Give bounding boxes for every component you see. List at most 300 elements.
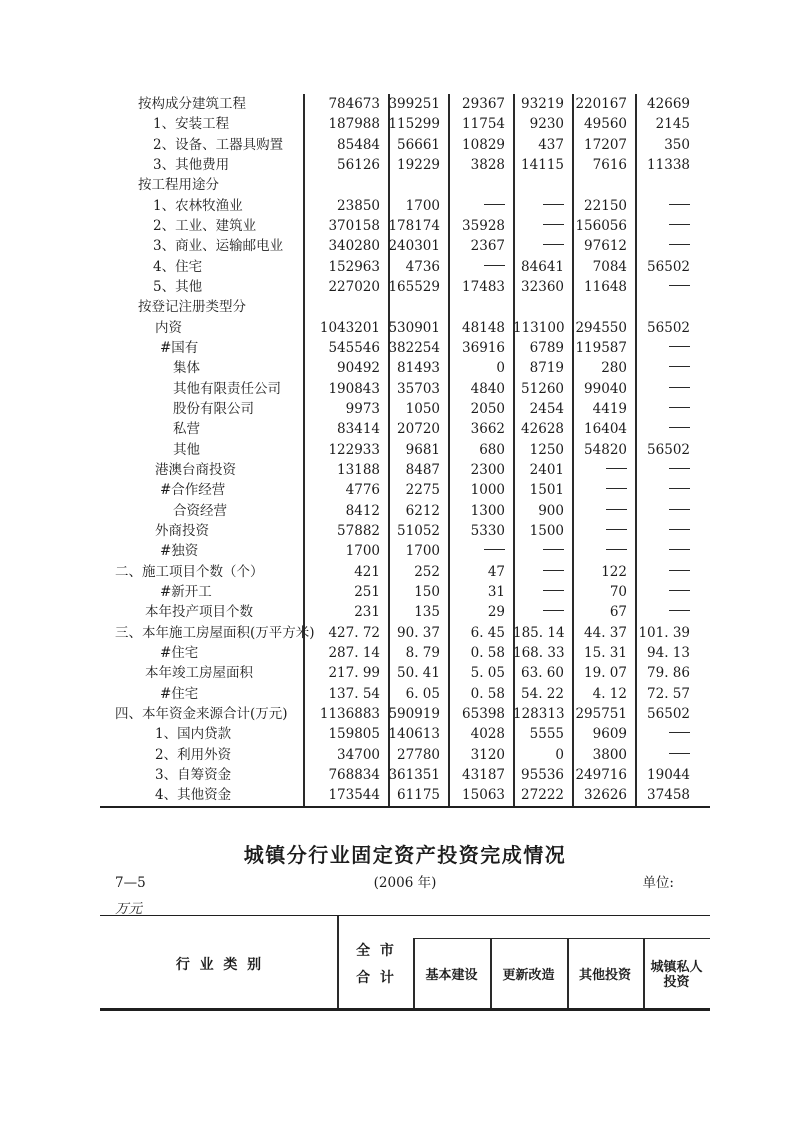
cell-value: 67 [609, 604, 627, 621]
cell-value [635, 297, 710, 317]
dash-placeholder [606, 549, 627, 550]
row-label: 港澳台商投资 [155, 461, 236, 478]
cell-value [303, 297, 388, 317]
row-label: #住宅 [160, 685, 199, 702]
cell-value: 8. 79 [405, 644, 440, 661]
cell-value: 0 [496, 360, 505, 377]
dash-placeholder [669, 204, 690, 205]
cell-value: 5555 [529, 726, 564, 743]
cell-value: 6. 05 [405, 685, 440, 702]
cell-value: 361351 [388, 766, 440, 783]
cell-value: 2145 [655, 116, 690, 133]
cell-value [448, 257, 513, 277]
table-bottom-rule [100, 1008, 710, 1011]
cell-value: 340280 [328, 238, 380, 255]
cell-value [513, 582, 572, 602]
cell-value [635, 460, 710, 480]
cell-value: 4419 [592, 400, 627, 417]
row-label: 本年竣工房屋面积 [145, 665, 253, 682]
table-row [100, 460, 710, 480]
cell-value: 350 [664, 136, 690, 153]
cell-value [635, 196, 710, 216]
table-row [100, 196, 710, 216]
dash-placeholder [606, 509, 627, 510]
cell-value: 152963 [328, 258, 380, 275]
row-label: 2、利用外资 [155, 746, 232, 763]
cell-value: 70 [609, 583, 627, 600]
cell-value: 249716 [575, 766, 627, 783]
cell-value: 3120 [470, 746, 505, 763]
cell-value: 17207 [584, 136, 627, 153]
cell-value: 22150 [584, 197, 627, 214]
cell-value: 72. 57 [647, 685, 690, 702]
cell-value: 168. 33 [513, 644, 565, 661]
table-row [100, 745, 710, 765]
cell-value: 11754 [462, 116, 505, 133]
dash-placeholder [669, 570, 690, 571]
cell-value: 9973 [345, 400, 380, 417]
cell-value: 251 [354, 583, 380, 600]
cell-value: 29367 [462, 96, 505, 112]
row-label: #国有 [160, 339, 199, 356]
sub-header-box [413, 938, 710, 1011]
dash-placeholder [543, 204, 564, 205]
cell-value: 252 [414, 563, 440, 580]
cell-value: 34700 [337, 746, 380, 763]
cell-value: 370158 [328, 217, 380, 234]
cell-value: 97612 [584, 238, 627, 255]
cell-value: 81493 [397, 360, 440, 377]
col-header-urban-private [643, 939, 710, 1011]
dash-placeholder [543, 590, 564, 591]
cell-value: 54820 [584, 441, 627, 458]
table-rows [100, 94, 710, 806]
cell-value: 36916 [462, 339, 505, 356]
cell-value: 1700 [405, 197, 440, 214]
row-label: 按登记注册类型分 [138, 299, 246, 316]
cell-value: 128313 [513, 705, 565, 722]
cell-value: 165529 [388, 278, 440, 295]
cell-value: 1700 [405, 543, 440, 560]
cell-value: 31 [487, 583, 505, 600]
cell-value [635, 419, 710, 439]
cell-value: 56126 [337, 156, 380, 173]
cell-value: 32360 [521, 278, 564, 295]
cell-value: 9230 [529, 116, 564, 133]
table-row [100, 338, 710, 358]
cell-value: 399251 [388, 96, 440, 112]
cell-value [448, 175, 513, 195]
cell-value: 7616 [592, 156, 627, 173]
year-label: (2006 年) [373, 875, 437, 891]
cell-value: 11648 [584, 278, 627, 295]
cell-value: 90492 [337, 360, 380, 377]
dash-placeholder [484, 265, 505, 266]
cell-value [635, 602, 710, 622]
cell-value: 1250 [529, 441, 564, 458]
cell-value: 4. 12 [592, 685, 627, 702]
cell-value: 287. 14 [328, 644, 380, 661]
cell-value [572, 175, 635, 195]
table-row [100, 440, 710, 460]
cell-value [513, 175, 572, 195]
table-row [100, 216, 710, 236]
cell-value: 85484 [337, 136, 380, 153]
cell-value: 119587 [575, 339, 627, 356]
dash-placeholder [484, 549, 505, 550]
cell-value: 19. 07 [584, 665, 627, 682]
row-label: #独资 [160, 543, 199, 560]
table-row [100, 541, 710, 561]
table-row [100, 277, 710, 297]
cell-value [635, 501, 710, 521]
cell-value: 240301 [388, 238, 440, 255]
cell-value: 51052 [397, 522, 440, 539]
cell-value: 99040 [584, 380, 627, 397]
col-header-label: 其他投资 [578, 967, 631, 983]
row-label: 按工程用途分 [138, 177, 219, 194]
table-row [100, 358, 710, 378]
table-row [100, 419, 710, 439]
dash-placeholder [543, 244, 564, 245]
cell-value: 590919 [388, 705, 440, 722]
row-label: 其他 [173, 441, 200, 458]
cell-value: 421 [354, 563, 380, 580]
cell-value: 61175 [397, 787, 440, 804]
cell-value: 63. 60 [521, 665, 564, 682]
cell-value: 14115 [521, 156, 564, 173]
cell-value: 2454 [529, 400, 564, 417]
unit-label: 单位: [642, 875, 674, 891]
cell-value: 4736 [405, 258, 440, 275]
table-row [100, 643, 710, 663]
cell-value: 4840 [470, 380, 505, 397]
cell-value: 3800 [592, 746, 627, 763]
cell-value: 93219 [521, 96, 564, 112]
dash-placeholder [669, 732, 690, 733]
cell-value: 137. 54 [328, 685, 380, 702]
cell-value: 280 [601, 360, 627, 377]
col-header-total-line1: 全 市 [356, 943, 394, 959]
cell-value: 185. 14 [513, 624, 565, 641]
cell-value: 6212 [405, 502, 440, 519]
cell-value: 135 [414, 604, 440, 621]
cell-value [572, 501, 635, 521]
cell-value: 545546 [328, 339, 380, 356]
row-label: 股份有限公司 [173, 400, 254, 417]
cell-value: 295751 [575, 705, 627, 722]
cell-value: 227020 [328, 278, 380, 295]
table-row [100, 297, 710, 317]
cell-value: 156056 [575, 217, 627, 234]
cell-value: 17483 [462, 278, 505, 295]
section-title: 城镇分行业固定资产投资完成情况 [243, 843, 567, 867]
cell-value: 56502 [647, 258, 690, 275]
dash-placeholder [669, 285, 690, 286]
cell-value: 8719 [529, 360, 564, 377]
dash-placeholder [543, 610, 564, 611]
dash-placeholder [606, 468, 627, 469]
col-header-label: 城镇私人 [650, 960, 703, 975]
cell-value: 217. 99 [328, 665, 380, 682]
row-label: 集体 [173, 360, 200, 377]
row-label: 合资经营 [173, 502, 227, 519]
row-label: #住宅 [160, 644, 199, 661]
table-row [100, 582, 710, 602]
cell-value: 382254 [388, 339, 440, 356]
cell-value [572, 460, 635, 480]
cell-value: 4028 [470, 726, 505, 743]
cell-value [635, 562, 710, 582]
cell-value: 190843 [328, 380, 380, 397]
cell-value [572, 480, 635, 500]
cell-value: 5330 [470, 522, 505, 539]
dash-placeholder [669, 529, 690, 530]
cell-value [635, 216, 710, 236]
cell-value: 0. 58 [470, 644, 505, 661]
cell-value: 220167 [575, 96, 627, 112]
col-header-category: 行 业 类 别 [175, 956, 262, 973]
cell-value: 11338 [647, 156, 690, 173]
cell-value: 57882 [337, 522, 380, 539]
row-label: 其他有限责任公司 [173, 380, 281, 397]
cell-value: 8412 [345, 502, 380, 519]
row-label: 1、农林牧渔业 [153, 197, 243, 214]
cell-value [635, 521, 710, 541]
cell-value [635, 480, 710, 500]
cell-value: 2401 [529, 461, 564, 478]
cell-value [635, 582, 710, 602]
continuation-table [100, 94, 710, 808]
cell-value [635, 541, 710, 561]
col-header-label: 基本建设 [425, 967, 478, 983]
cell-value: 4776 [345, 482, 380, 499]
cell-value [635, 724, 710, 744]
table-row [100, 623, 710, 643]
dash-placeholder [669, 549, 690, 550]
cell-value: 122 [601, 563, 627, 580]
cell-value [635, 338, 710, 358]
cell-value: 37458 [647, 787, 690, 804]
cell-value: 9609 [592, 726, 627, 743]
table-row [100, 480, 710, 500]
row-label: 3、其他费用 [153, 156, 230, 173]
row-label: 4、住宅 [153, 258, 203, 275]
dash-placeholder [543, 549, 564, 550]
dash-placeholder [669, 366, 690, 367]
cell-value [635, 236, 710, 256]
cell-value: 115299 [388, 116, 440, 133]
cell-value: 48148 [462, 319, 505, 336]
cell-value [635, 175, 710, 195]
cell-value: 900 [538, 502, 564, 519]
cell-value [572, 297, 635, 317]
cell-value: 42669 [647, 96, 690, 112]
dash-placeholder [669, 509, 690, 510]
cell-value: 10829 [462, 136, 505, 153]
cell-value: 20720 [397, 421, 440, 438]
cell-value: 23850 [337, 197, 380, 214]
cell-value: 6789 [529, 339, 564, 356]
cell-value: 9681 [405, 441, 440, 458]
cell-value [635, 358, 710, 378]
cell-value: 56502 [647, 705, 690, 722]
cell-value [388, 175, 448, 195]
dash-placeholder [543, 570, 564, 571]
dash-placeholder [669, 244, 690, 245]
cell-value: 187988 [328, 116, 380, 133]
table-row [100, 501, 710, 521]
dash-placeholder [606, 488, 627, 489]
cell-value: 3828 [470, 156, 505, 173]
cell-value: 2300 [470, 461, 505, 478]
cell-value: 90. 37 [397, 624, 440, 641]
row-label: 1、安装工程 [153, 116, 230, 133]
table-row [100, 236, 710, 256]
cell-value: 159805 [328, 726, 380, 743]
cell-value [572, 521, 635, 541]
row-label: 内资 [155, 319, 182, 336]
table-row [100, 175, 710, 195]
cell-value [635, 277, 710, 297]
cell-value [513, 216, 572, 236]
cell-value: 51260 [521, 380, 564, 397]
table-row [100, 724, 710, 744]
cell-value: 173544 [328, 787, 380, 804]
cell-value [513, 297, 572, 317]
cell-value: 27780 [397, 746, 440, 763]
table-row [100, 765, 710, 785]
dash-placeholder [669, 468, 690, 469]
cell-value: 50. 41 [397, 665, 440, 682]
cell-value [513, 602, 572, 622]
cell-value: 8487 [405, 461, 440, 478]
row-label: 3、商业、运输邮电业 [153, 238, 284, 255]
cell-value: 7084 [592, 258, 627, 275]
table-row [100, 135, 710, 155]
col-header-renovation [490, 939, 567, 1011]
cell-value: 56661 [397, 136, 440, 153]
table-bottom-rule [100, 806, 710, 808]
cell-value: 95536 [521, 766, 564, 783]
row-label: 2、设备、工器具购置 [153, 136, 284, 153]
dash-placeholder [669, 346, 690, 347]
row-label: #新开工 [160, 583, 212, 600]
row-label: 2、工业、建筑业 [153, 217, 257, 234]
row-label: 四、本年资金来源合计(万元) [115, 705, 288, 722]
row-label: 3、自筹资金 [155, 766, 232, 783]
cell-value: 2367 [470, 238, 505, 255]
table-row [100, 663, 710, 683]
row-label: 1、国内贷款 [155, 726, 232, 743]
dash-placeholder [669, 590, 690, 591]
cell-value: 113100 [513, 319, 565, 336]
dash-placeholder [669, 488, 690, 489]
cell-value: 27222 [521, 787, 564, 804]
cell-value: 0 [555, 746, 564, 763]
section-meta [100, 874, 710, 892]
table-row [100, 704, 710, 724]
row-label: #合作经营 [160, 482, 226, 499]
col-header-basic-construction [413, 939, 490, 1011]
dash-placeholder [669, 387, 690, 388]
cell-value: 83414 [337, 421, 380, 438]
cell-value: 530901 [388, 319, 440, 336]
cell-value: 437 [538, 136, 564, 153]
cell-value: 1136883 [319, 705, 380, 722]
dash-placeholder [484, 204, 505, 205]
col-header-total-line2: 合 计 [356, 970, 394, 986]
cell-value [388, 297, 448, 317]
cell-value: 56502 [647, 441, 690, 458]
cell-value: 13188 [337, 461, 380, 478]
cell-value: 231 [354, 604, 380, 621]
dash-placeholder [669, 753, 690, 754]
cell-value: 2050 [470, 400, 505, 417]
cell-value [635, 745, 710, 765]
row-label: 按构成分建筑工程 [138, 96, 246, 112]
cell-value: 65398 [462, 705, 505, 722]
dash-placeholder [543, 224, 564, 225]
cell-value: 19044 [647, 766, 690, 783]
cell-value [448, 541, 513, 561]
dash-placeholder [606, 529, 627, 530]
cell-value: 1043201 [319, 319, 380, 336]
cell-value: 56502 [647, 319, 690, 336]
cell-value: 15063 [462, 787, 505, 804]
cell-value: 49560 [584, 116, 627, 133]
cell-value: 1700 [345, 543, 380, 560]
cell-value [635, 379, 710, 399]
dash-placeholder [669, 427, 690, 428]
table-row [100, 602, 710, 622]
cell-value: 94. 13 [647, 644, 690, 661]
cell-value [303, 175, 388, 195]
industry-table-header [100, 915, 710, 1011]
cell-value: 44. 37 [584, 624, 627, 641]
cell-value: 35703 [397, 380, 440, 397]
col-header-label: 投资 [663, 975, 690, 990]
cell-value: 2275 [405, 482, 440, 499]
cell-value: 122933 [328, 441, 380, 458]
cell-value: 84641 [521, 258, 564, 275]
table-row [100, 562, 710, 582]
cell-value: 1000 [470, 482, 505, 499]
cell-value: 42628 [521, 421, 564, 438]
row-label: 私营 [173, 421, 200, 438]
cell-value [513, 196, 572, 216]
cell-value [572, 541, 635, 561]
cell-value: 35928 [462, 217, 505, 234]
row-label: 外商投资 [155, 522, 209, 539]
dash-placeholder [669, 224, 690, 225]
cell-value: 427. 72 [328, 624, 380, 641]
table-row [100, 94, 710, 114]
cell-value [513, 541, 572, 561]
unit-value: 万元 [115, 901, 142, 917]
cell-value [448, 297, 513, 317]
cell-value: 43187 [462, 766, 505, 783]
cell-value: 1500 [529, 522, 564, 539]
cell-value: 1050 [405, 400, 440, 417]
table-number: 7—5 [115, 875, 146, 891]
col-header-total [337, 916, 413, 1011]
row-label: 三、本年施工房屋面积(万平方米) [115, 624, 315, 641]
row-label: 二、施工项目个数（个） [115, 563, 264, 580]
cell-value: 150 [414, 583, 440, 600]
cell-value [635, 399, 710, 419]
cell-value: 294550 [575, 319, 627, 336]
